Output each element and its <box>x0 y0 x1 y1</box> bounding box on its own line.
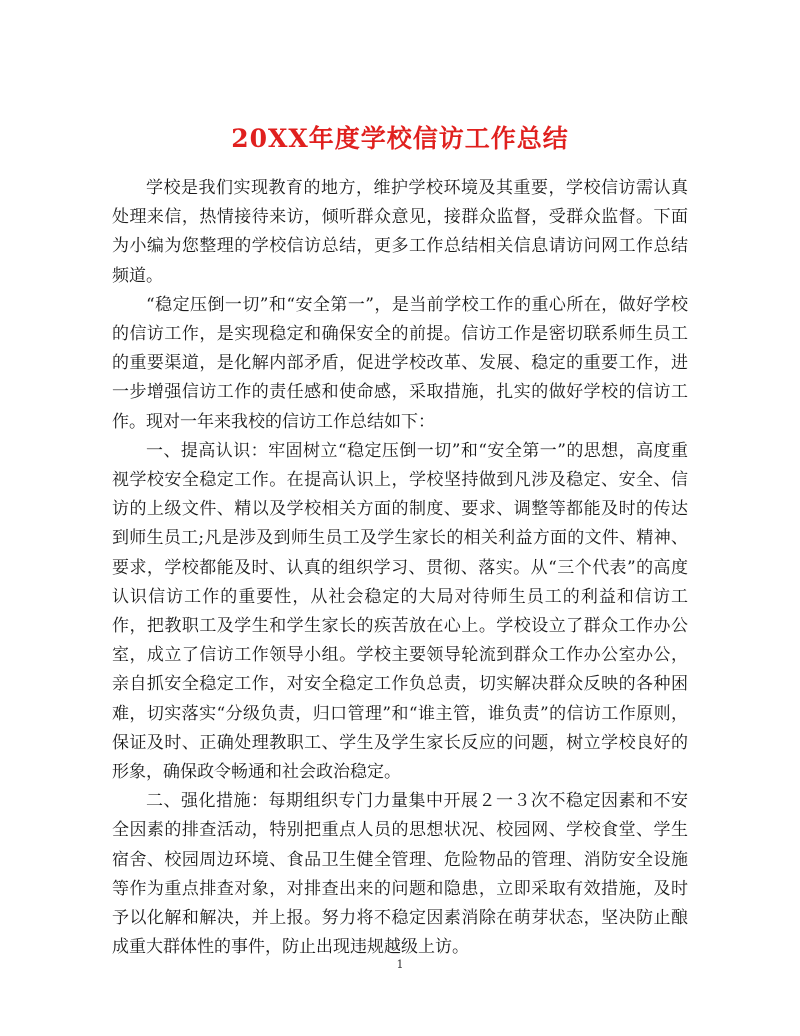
document-body <box>112 174 688 962</box>
paragraph-intro: 学校是我们实现教育的地方，维护学校环境及其重要，学校信访需认真处理来信，热情接待来访，倾听群众意见，接群众监督，受群众监督。下面为小编为您整理的学校信访总结，更多工作总结相关信息请访问网工作总结频道。 <box>112 178 688 286</box>
paragraph-section-2: 二、强化措施：每期组织专门力量集中开展２一３次不稳定因素和不安全因素的排查活动，特别把重点人员的思想状况、校园网、学校食堂、学生宿舍、校园周边环境、食品卫生健全管理、危险物品的管理、消防安全设施等作为重点排查对象，对排查出来的问题和隐患，立即采取有效措施，及时予以化解和解决，并上报。努力将不稳定因素消除在萌芽状态，坚决防止酿成重大群体性的事件，防止出现违规越级上访。 <box>112 791 688 958</box>
paragraph-section-1: 一、提高认识：牢固树立“稳定压倒一切”和“安全第一”的思想，高度重视学校安全稳定工作。在提高认识上，学校坚持做到凡涉及稳定、安全、信访的上级文件、精以及学校相关方面的制度、要求、调整等都能及时的传达到师生员工;凡是涉及到师生员工及学生家长的相关利益方面的文件、精神、要求，学校都能及时、认真的组织学习、贯彻、落实。从“三个代表”的高度认识信访工作的重要性，从社会稳定的大局对待师生员工的利益和信访工作，把教职工及学生和学生家长的疾苦放在心上。学校设立了群众工作办公室，成立了信访工作领导小组。学校主要领导轮流到群众工作办公室办公，亲自抓安全稳定工作，对安全稳定工作负总责，切实解决群众反映的各种困难，切实落实“分级负责，归口管理”和“谁主管，谁负责”的信访工作原则，保证及时、正确处理教职工、学生及学生家长反应的问题，树立学校良好的形象，确保政令畅通和社会政治稳定。 <box>112 440 688 783</box>
paragraph-overview: “稳定压倒一切”和“安全第一”，是当前学校工作的重心所在，做好学校的信访工作，是实现稳定和确保安全的前提。信访工作是密切联系师生员工的重要渠道，是化解内部矛盾，促进学校改革、发展、稳定的重要工作，进一步增强信访工作的责任感和使命感，采取措施，扎实的做好学校的信访工作。现对一年来我校的信访工作总结如下： <box>112 294 688 432</box>
document-title: 20XX年度学校信访工作总结 <box>231 123 569 153</box>
page-number: 1 <box>396 958 404 971</box>
